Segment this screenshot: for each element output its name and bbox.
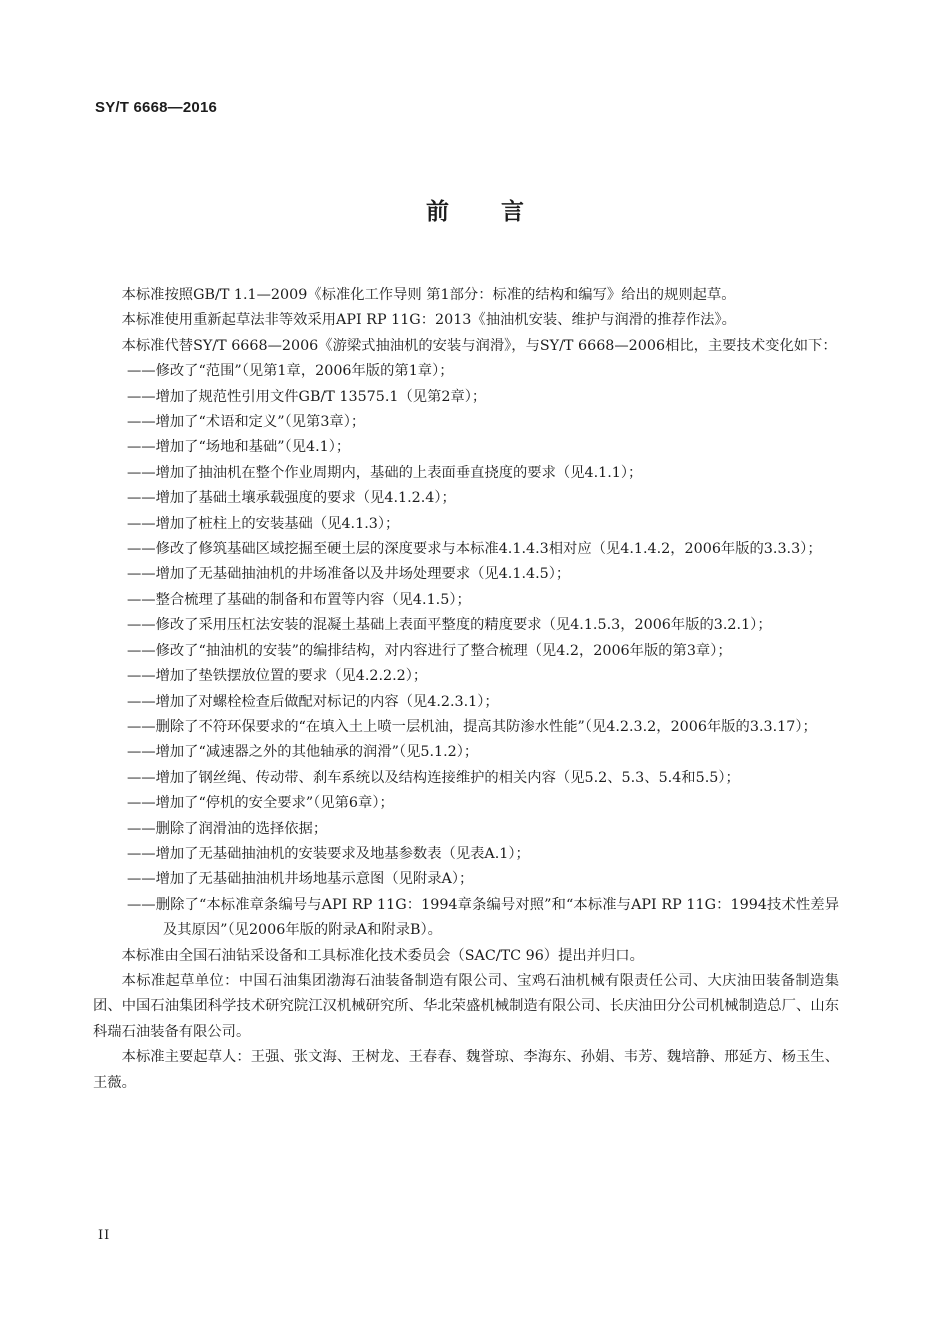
paragraph: 本标准起草单位：中国石油集团渤海石油装备制造有限公司、宝鸡石油机械有限责任公司、大庆油田装备制造集团、中国石油集团科学技术研究院江汉机械研究所、华北荣盛机械制造有限公司、长庆油田分公司机械制造总厂、山东科瑞石油装备有限公司。 xyxy=(93,972,839,1040)
paragraph: 本标准代替SY/T 6668—2006《游梁式抽油机的安装与润滑》，与SY/T 6668—2006相比，主要技术变化如下： xyxy=(121,337,837,354)
change-item: ——删除了不符环保要求的“在填入土上喷一层机油，提高其防渗水性能”（见4.2.3.2，2006年版的3.3.17）； xyxy=(127,718,817,735)
change-item: ——增加了“停机的安全要求”（见第6章）； xyxy=(127,795,394,812)
change-item: ——增加了规范性引用文件GB/T 13575.1（见第2章）； xyxy=(127,388,487,405)
change-item: ——增加了垫铁摆放位置的要求（见4.2.2.2）； xyxy=(127,668,428,685)
change-item: ——修改了采用压杠法安装的混凝土基础上表面平整度的精度要求（见4.1.5.3，2006年版的3.2.1）； xyxy=(127,617,772,634)
change-item: ——增加了钢丝绳、传动带、刹车系统以及结构连接维护的相关内容（见5.2、5.3、5.4和5.5）； xyxy=(127,769,740,786)
foreword-body xyxy=(93,283,839,1096)
change-item: ——删除了“本标准章条编号与API RP 11G：1994章条编号对照”和“本标准与API RP 11G：1994技术性差异及其原因”（见2006年版的附录A和附录B）。 xyxy=(127,896,839,939)
change-item: ——增加了对螺栓检查后做配对标记的内容（见4.2.3.1）； xyxy=(127,693,499,710)
change-item: ——增加了无基础抽油机的安装要求及地基参数表（见表A.1）； xyxy=(127,845,530,862)
change-item: ——修改了修筑基础区域挖掘至硬土层的深度要求与本标准4.1.4.3相对应（见4.1.4.2，2006年版的3.3.3）； xyxy=(127,541,822,558)
change-item: ——增加了“场地和基础”（见4.1）； xyxy=(127,439,351,456)
page-number: II xyxy=(98,1228,111,1243)
title-char-2: 言 xyxy=(501,199,524,225)
change-item: ——增加了“减速器之外的其他轴承的润滑”（见5.1.2）； xyxy=(127,744,479,761)
paragraph: 本标准由全国石油钻采设备和工具标准化技术委员会（SAC/TC 96）提出并归口。 xyxy=(121,947,644,964)
standard-number: SY/T 6668—2016 xyxy=(95,99,218,116)
change-item: ——增加了抽油机在整个作业周期内，基础的上表面垂直挠度的要求（见4.1.1）； xyxy=(127,464,643,481)
page-title xyxy=(0,193,950,226)
change-item: ——增加了无基础抽油机的井场准备以及井场处理要求（见4.1.4.5）； xyxy=(127,566,571,583)
change-item: ——增加了无基础抽油机井场地基示意图（见附录A）； xyxy=(127,871,474,888)
change-item: ——修改了“范围”（见第1章，2006年版的第1章）； xyxy=(127,363,454,380)
change-item: ——整合梳理了基础的制备和布置等内容（见4.1.5）； xyxy=(127,591,471,608)
paragraph: 本标准按照GB/T 1.1—2009《标准化工作导则 第1部分：标准的结构和编写》给出的规则起草。 xyxy=(121,287,736,303)
change-item: ——增加了桩柱上的安装基础（见4.1.3）； xyxy=(127,515,400,532)
title-char-1: 前 xyxy=(426,199,449,225)
change-item: ——删除了润滑油的选择依据； xyxy=(127,820,328,837)
change-item: ——增加了基础土壤承载强度的要求（见4.1.2.4）； xyxy=(127,490,456,507)
paragraph: 本标准使用重新起草法非等效采用API RP 11G：2013《抽油机安装、维护与润滑的推荐作法》。 xyxy=(121,312,736,329)
change-item: ——修改了“抽油机的安装”的编排结构，对内容进行了整合梳理（见4.2，2006年版的第3章）； xyxy=(127,642,732,659)
change-item: ——增加了“术语和定义”（见第3章）； xyxy=(127,414,366,431)
paragraph: 本标准主要起草人：王强、张文海、王树龙、王春春、魏誉琼、李海东、孙娟、韦芳、魏培静、邢延方、杨玉生、王薇。 xyxy=(93,1049,839,1091)
